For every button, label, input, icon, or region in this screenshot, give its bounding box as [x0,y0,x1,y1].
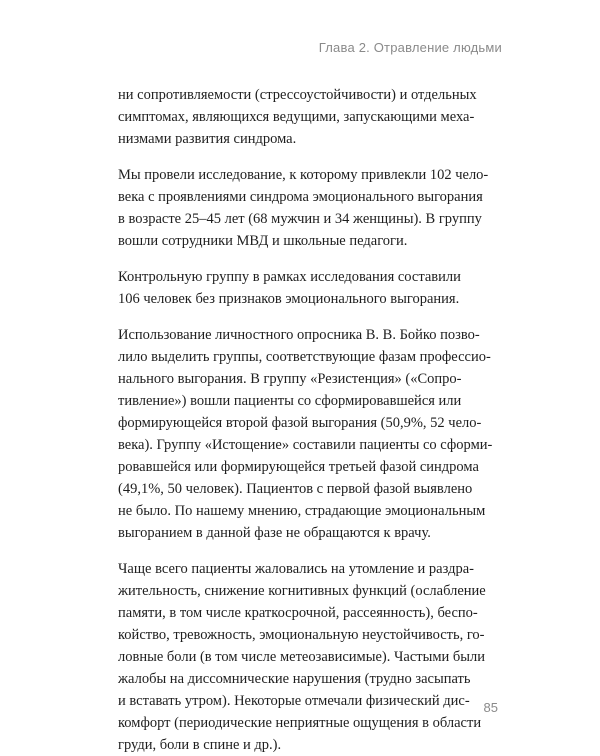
paragraph-gap [118,544,484,558]
text-line: нального выгорания. В группу «Резистенция» («Сопро- [118,371,462,387]
text-line: жалобы на диссомнические нарушения (трудно засыпать [118,671,471,687]
text-line: ловные боли (в том числе метеозависимые). Частыми были [118,649,486,665]
text-line: (49,1%, 50 человек). Пациентов с первой фазой выявлено [118,481,473,497]
text-line: тивление») вошли пациенты со сформировавшейся или [118,393,462,409]
paragraph [118,164,489,252]
paragraph [118,84,484,150]
text-line: не было. По нашему мнению, страдающие эмоциональным [118,503,486,519]
text-line: в возрасте 25–45 лет (68 мужчин и 34 женщины). В группу [118,211,482,227]
text-line: груди, боли в спине и др.). [118,737,282,753]
paragraph-gap [118,252,484,266]
text-line: комфорт (периодические неприятные ощущения в области [118,715,482,731]
text-line: низмами развития синдрома. [118,131,297,147]
text-line: века). Группу «Истощение» составили пациенты со сформи- [118,437,493,453]
text-line: памяти, в том числе краткосрочной, рассеянность), беспо- [118,605,478,621]
paragraph [118,266,484,310]
text-line: выгоранием в данной фазе не обращаются к врачу. [118,525,431,541]
paragraph-gap [118,150,484,164]
text-line: симптомах, являющихся ведущими, запускающими меха- [118,109,475,125]
text-line: ни сопротивляемости (стрессоустойчивости) и отдельных [118,87,477,103]
text-line: века с проявлениями синдрома эмоционального выгорания [118,189,483,205]
text-line: 106 человек без признаков эмоционального выгорания. [118,291,460,307]
paragraph [118,558,484,756]
text-line: формирующейся второй фазой выгорания (50,9%, 52 чело- [118,415,482,431]
paragraph [118,324,493,544]
text-line: Использование личностного опросника В. В. Бойко позво- [118,327,480,343]
paragraph-gap [118,310,484,324]
text-line: Чаще всего пациенты жаловались на утомление и раздра- [118,561,474,577]
text-line: Мы провели исследование, к которому привлекли 102 чело- [118,167,489,183]
text-line: койство, тревожность, эмоциональную неустойчивость, го- [118,627,485,643]
page-number: 85 [483,700,498,715]
running-head: Глава 2. Отравление людьми [318,40,502,55]
text-line: Контрольную группу в рамках исследования составили [118,269,461,285]
text-line: жительность, снижение когнитивных функций (ослабление [118,583,486,599]
text-line: лило выделить группы, соответствующие фазам профессио- [118,349,491,365]
text-line: ровавшейся или формирующейся третьей фазой синдрома [118,459,479,475]
text-line: вошли сотрудники МВД и школьные педагоги. [118,233,408,249]
text-line: и вставать утром). Некоторые отмечали физический дис- [118,693,470,709]
